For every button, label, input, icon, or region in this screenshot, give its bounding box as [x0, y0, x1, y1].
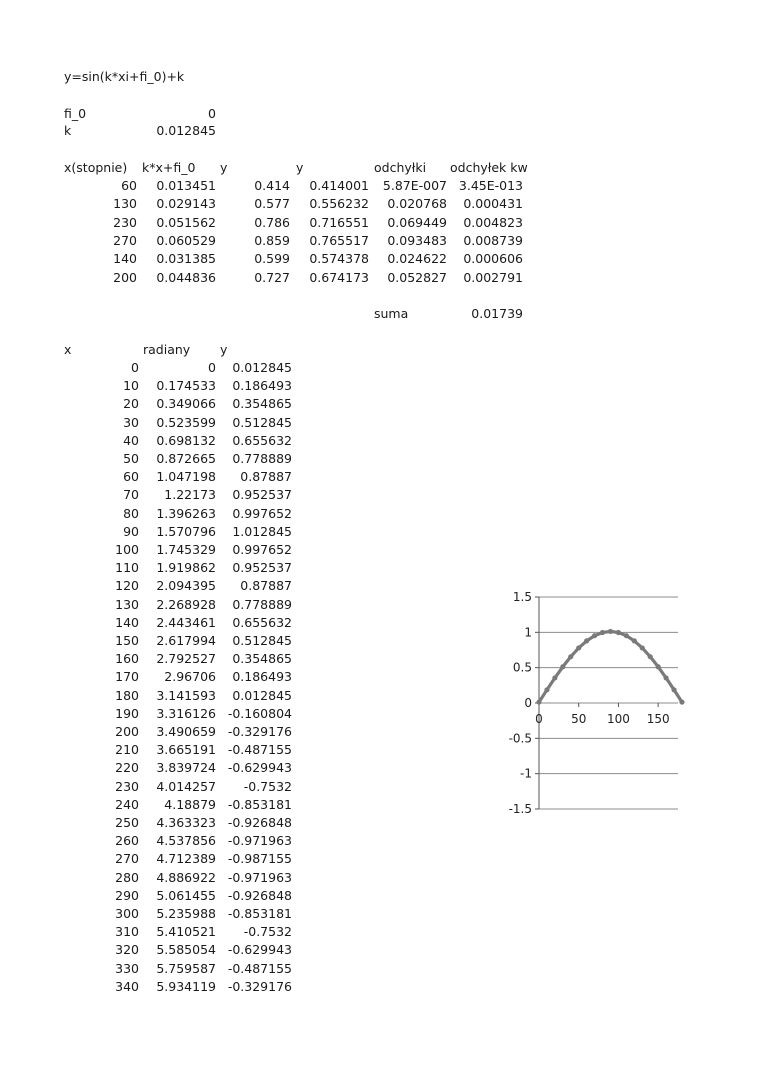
- sine-cell-y: 0.012845: [232, 360, 292, 375]
- y-tick-label: 0: [524, 696, 532, 710]
- data-point: [560, 664, 565, 669]
- sine-table-row: [0, 377, 760, 395]
- sine-table-row: [0, 869, 760, 887]
- sine-cell-y: 0.997652: [232, 542, 292, 557]
- param-value-k: 0.012845: [156, 123, 216, 138]
- param-name-fi0: fi_0: [64, 106, 87, 121]
- sine-cell-x: 340: [115, 978, 139, 994]
- sine-cell-y: 1.012845: [232, 523, 292, 539]
- sine-cell-radians: 3.665191: [156, 742, 216, 758]
- data-point: [536, 699, 541, 704]
- fit-cell-y-model: 0.716551: [309, 214, 369, 230]
- sine-cell-radians: 1.396263: [156, 505, 216, 521]
- data-point: [576, 645, 581, 650]
- data-point: [600, 630, 605, 635]
- sine-cell-x: 190: [115, 705, 139, 721]
- sine-cell-radians: 0.523599: [156, 414, 216, 430]
- sine-table-row: [0, 941, 760, 959]
- sine-cell-y: -0.487155: [227, 742, 292, 758]
- sine-cell-x: 20: [123, 396, 139, 412]
- sine-cell-y: -0.329176: [227, 978, 292, 994]
- sine-cell-y: -0.329176: [227, 724, 292, 739]
- sine-cell-radians: 3.839724: [156, 760, 216, 776]
- sine-cell-radians: 3.316126: [156, 705, 216, 721]
- fit-cell-y-model: 0.556232: [309, 196, 369, 212]
- sine-cell-radians: 4.363323: [156, 815, 216, 830]
- data-point: [608, 629, 613, 634]
- sine-cell-x: 100: [115, 542, 139, 557]
- y-tick-label: 0.5: [512, 660, 532, 675]
- sine-cell-x: 210: [115, 742, 139, 758]
- sine-cell-y: -0.926848: [227, 815, 292, 830]
- data-point: [663, 675, 668, 680]
- sine-table-row: [0, 850, 760, 868]
- fit-cell-kx: 0.044836: [156, 269, 216, 285]
- sine-cell-radians: 0.698132: [156, 432, 216, 448]
- sine-table-row: [0, 541, 760, 559]
- sine-cell-y: -0.926848: [227, 887, 292, 903]
- sine-cell-y: -0.987155: [227, 851, 292, 867]
- data-point: [679, 699, 684, 704]
- sine-cell-y: 0.186493: [232, 378, 292, 394]
- sine-cell-radians: 5.235988: [156, 906, 216, 921]
- data-point: [616, 630, 621, 635]
- sine-cell-x: 10: [123, 378, 139, 394]
- param-name-k: k: [64, 123, 72, 138]
- fit-cell-y-model: 0.765517: [309, 232, 369, 248]
- sine-cell-y: -0.7532: [243, 778, 292, 794]
- sine-table-row: [0, 559, 760, 577]
- fit-cell-x: 60: [121, 178, 137, 193]
- fit-header-deviation-sq: odchyłek kw: [450, 160, 528, 175]
- sine-cell-radians: 5.934119: [156, 978, 216, 994]
- x-tick-label: 0: [535, 712, 543, 726]
- sine-cell-radians: 2.792527: [156, 651, 216, 667]
- sine-cell-x: 300: [115, 906, 139, 921]
- sine-table-row: [0, 832, 760, 850]
- fit-cell-deviation: 0.052827: [387, 269, 447, 285]
- sine-cell-y: 0.655632: [232, 432, 292, 448]
- sine-cell-x: 160: [115, 651, 139, 667]
- sine-cell-radians: 5.585054: [156, 942, 216, 958]
- fit-cell-deviation: 5.87E-007: [382, 178, 447, 193]
- sine-cell-radians: 5.061455: [156, 887, 216, 903]
- fit-table-header: [0, 159, 760, 177]
- fit-cell-kx: 0.031385: [156, 251, 216, 267]
- data-point: [544, 687, 549, 692]
- sine-cell-x: 40: [123, 432, 139, 448]
- y-tick-label: -1: [520, 766, 532, 781]
- sine-cell-x: 270: [115, 851, 139, 867]
- sine-cell-radians: 4.712389: [156, 851, 216, 867]
- fit-cell-x: 140: [113, 251, 137, 267]
- fit-cell-kx: 0.029143: [156, 196, 216, 212]
- fit-cell-deviation: 0.020768: [387, 196, 447, 212]
- sine-cell-y: -0.7532: [243, 924, 292, 940]
- sine-cell-x: 230: [115, 778, 139, 794]
- fit-table-row: [0, 232, 760, 250]
- fit-table-row: [0, 177, 760, 195]
- sine-cell-x: 240: [115, 796, 139, 812]
- sine-cell-radians: 0.872665: [156, 451, 216, 466]
- sine-cell-x: 200: [115, 724, 139, 739]
- data-point: [671, 687, 676, 692]
- sine-cell-y: 0.655632: [232, 614, 292, 630]
- fit-cell-x: 230: [113, 214, 137, 230]
- sine-cell-x: 30: [123, 414, 139, 430]
- sine-cell-x: 260: [115, 833, 139, 849]
- sine-cell-radians: 2.094395: [156, 578, 216, 594]
- sine-cell-y: -0.853181: [227, 906, 292, 921]
- sine-cell-x: 140: [115, 614, 139, 630]
- sine-table-row: [0, 960, 760, 978]
- sine-cell-radians: 0: [208, 360, 216, 375]
- sine-cell-x: 0: [131, 360, 139, 375]
- sine-header-radians: radiany: [143, 342, 191, 357]
- sine-cell-y: -0.853181: [227, 796, 292, 812]
- sine-table-row: [0, 395, 760, 413]
- param-value-fi0: 0: [208, 106, 216, 121]
- sine-cell-y: 0.012845: [232, 687, 292, 703]
- sine-cell-radians: 4.537856: [156, 833, 216, 849]
- fit-cell-kx: 0.051562: [156, 214, 216, 230]
- sine-cell-y: 0.512845: [232, 414, 292, 430]
- fit-table-row: [0, 250, 760, 268]
- sine-table-row: [0, 486, 760, 504]
- sine-cell-x: 130: [115, 596, 139, 612]
- sine-cell-radians: 4.886922: [156, 869, 216, 885]
- fit-header-y-model: y: [296, 160, 304, 175]
- sine-cell-y: 0.354865: [232, 396, 292, 412]
- y-tick-label: 1: [524, 625, 532, 640]
- fit-table-row: [0, 214, 760, 232]
- fit-cell-deviation-sq: 0.000606: [463, 251, 523, 267]
- sine-cell-x: 50: [123, 451, 139, 466]
- sine-cell-radians: 5.410521: [156, 924, 216, 940]
- sine-cell-radians: 5.759587: [156, 960, 216, 976]
- sine-cell-y: 0.87887: [240, 469, 292, 485]
- sine-cell-x: 110: [115, 560, 139, 576]
- fit-cell-y-model: 0.574378: [309, 251, 369, 267]
- sine-cell-y: 0.952537: [232, 560, 292, 576]
- sine-cell-radians: 1.047198: [156, 469, 216, 485]
- fit-cell-y-measured: 0.599: [254, 251, 290, 267]
- sine-table-row: [0, 450, 760, 468]
- sine-cell-y: -0.971963: [227, 869, 292, 885]
- fit-cell-x: 130: [113, 196, 137, 212]
- sine-cell-x: 290: [115, 887, 139, 903]
- fit-cell-y-measured: 0.727: [254, 269, 290, 285]
- sine-cell-x: 120: [115, 578, 139, 594]
- fit-cell-y-measured: 0.859: [254, 232, 290, 248]
- sine-cell-x: 320: [115, 942, 139, 958]
- sine-cell-radians: 3.490659: [156, 724, 216, 739]
- data-point: [648, 654, 653, 659]
- data-point: [632, 638, 637, 643]
- sine-cell-x: 280: [115, 869, 139, 885]
- fit-cell-kx: 0.013451: [156, 178, 216, 193]
- sine-cell-y: -0.629943: [227, 942, 292, 958]
- sine-cell-radians: 0.174533: [156, 378, 216, 394]
- sine-table-row: [0, 468, 760, 486]
- fit-cell-x: 200: [113, 269, 137, 285]
- fit-header-x: x(stopnie): [64, 160, 128, 175]
- sine-cell-y: 0.512845: [232, 633, 292, 648]
- y-tick-label: -1.5: [508, 802, 532, 816]
- fit-cell-deviation: 0.093483: [387, 232, 447, 248]
- sine-table-row: [0, 905, 760, 923]
- fit-cell-kx: 0.060529: [156, 232, 216, 248]
- x-tick-label: 150: [646, 712, 670, 726]
- fit-cell-y-measured: 0.577: [254, 196, 290, 212]
- sine-cell-radians: 2.617994: [156, 633, 216, 648]
- sine-cell-radians: 1.745329: [156, 542, 216, 557]
- sine-cell-radians: 1.22173: [164, 487, 216, 503]
- sine-cell-radians: 4.18879: [164, 796, 216, 812]
- sine-table-row: [0, 978, 760, 996]
- fit-cell-y-measured: 0.414: [254, 178, 290, 193]
- sine-header-x: x: [64, 342, 72, 357]
- sine-table-row: [0, 923, 760, 941]
- sine-chart: [500, 586, 690, 822]
- sine-table-row: [0, 432, 760, 450]
- fit-table-row: [0, 195, 760, 213]
- sine-table-row: [0, 887, 760, 905]
- fit-cell-deviation: 0.024622: [387, 251, 447, 267]
- sine-cell-y: -0.160804: [227, 705, 292, 721]
- sine-cell-x: 170: [115, 669, 139, 685]
- sine-cell-y: -0.629943: [227, 760, 292, 776]
- sine-cell-y: 0.778889: [232, 451, 292, 466]
- x-tick-label: 100: [606, 712, 630, 726]
- fit-cell-deviation-sq: 0.002791: [463, 269, 523, 285]
- sine-cell-x: 180: [115, 687, 139, 703]
- sine-cell-x: 60: [123, 469, 139, 485]
- fit-cell-x: 270: [113, 232, 137, 248]
- sine-cell-radians: 2.268928: [156, 596, 216, 612]
- fit-cell-deviation: 0.069449: [387, 214, 447, 230]
- fit-cell-deviation-sq: 0.000431: [463, 196, 523, 212]
- sine-cell-radians: 0.349066: [156, 396, 216, 412]
- y-tick-label: 1.5: [512, 590, 532, 604]
- sine-cell-y: 0.186493: [232, 669, 292, 685]
- sine-cell-radians: 3.141593: [156, 687, 216, 703]
- fit-cell-y-model: 0.414001: [309, 178, 369, 193]
- data-point: [656, 664, 661, 669]
- sine-cell-y: 0.87887: [240, 578, 292, 594]
- sine-header-y: y: [220, 342, 228, 357]
- fit-table-row: [0, 269, 760, 287]
- data-point: [592, 633, 597, 638]
- sine-cell-radians: 4.014257: [156, 778, 216, 794]
- fit-cell-deviation-sq: 3.45E-013: [458, 178, 523, 193]
- sine-cell-x: 80: [123, 505, 139, 521]
- sine-cell-x: 70: [123, 487, 139, 503]
- fit-header-deviation: odchyłki: [374, 160, 427, 175]
- fit-header-kx: k*x+fi_0: [142, 160, 196, 175]
- sine-cell-y: 0.354865: [232, 651, 292, 667]
- sine-table-row: [0, 414, 760, 432]
- fit-cell-y-measured: 0.786: [254, 214, 290, 230]
- sine-cell-x: 220: [115, 760, 139, 776]
- y-tick-label: -0.5: [508, 731, 532, 746]
- data-point: [624, 633, 629, 638]
- sine-table-row: [0, 523, 760, 541]
- sine-cell-x: 310: [115, 924, 139, 940]
- fit-header-y-measured: y: [220, 160, 228, 175]
- data-point: [584, 638, 589, 643]
- sine-cell-x: 150: [115, 633, 139, 648]
- sine-table-header: [0, 341, 760, 359]
- sine-cell-radians: 1.919862: [156, 560, 216, 576]
- sine-cell-y: 0.952537: [232, 487, 292, 503]
- formula-text: y=sin(k*xi+fi_0)+k: [64, 69, 185, 84]
- x-tick-label: 50: [571, 712, 587, 726]
- sine-cell-radians: 2.96706: [164, 669, 216, 685]
- fit-cell-deviation-sq: 0.008739: [463, 232, 523, 248]
- data-point: [640, 645, 645, 650]
- sine-table-row: [0, 505, 760, 523]
- sine-cell-x: 250: [115, 815, 139, 830]
- sine-cell-radians: 2.443461: [156, 614, 216, 630]
- sine-cell-y: 0.997652: [232, 505, 292, 521]
- fit-cell-y-model: 0.674173: [309, 269, 369, 285]
- sine-cell-y: 0.778889: [232, 596, 292, 612]
- sine-cell-x: 330: [115, 960, 139, 976]
- sine-cell-y: -0.487155: [227, 960, 292, 976]
- fit-cell-deviation-sq: 0.004823: [463, 214, 523, 230]
- sine-cell-x: 90: [123, 523, 139, 539]
- sine-cell-radians: 1.570796: [156, 523, 216, 539]
- sine-table-row: [0, 359, 760, 377]
- data-point: [568, 654, 573, 659]
- data-point: [552, 675, 557, 680]
- sum-label: suma: [374, 306, 409, 321]
- sine-cell-y: -0.971963: [227, 833, 292, 849]
- sum-value: 0.01739: [471, 306, 523, 321]
